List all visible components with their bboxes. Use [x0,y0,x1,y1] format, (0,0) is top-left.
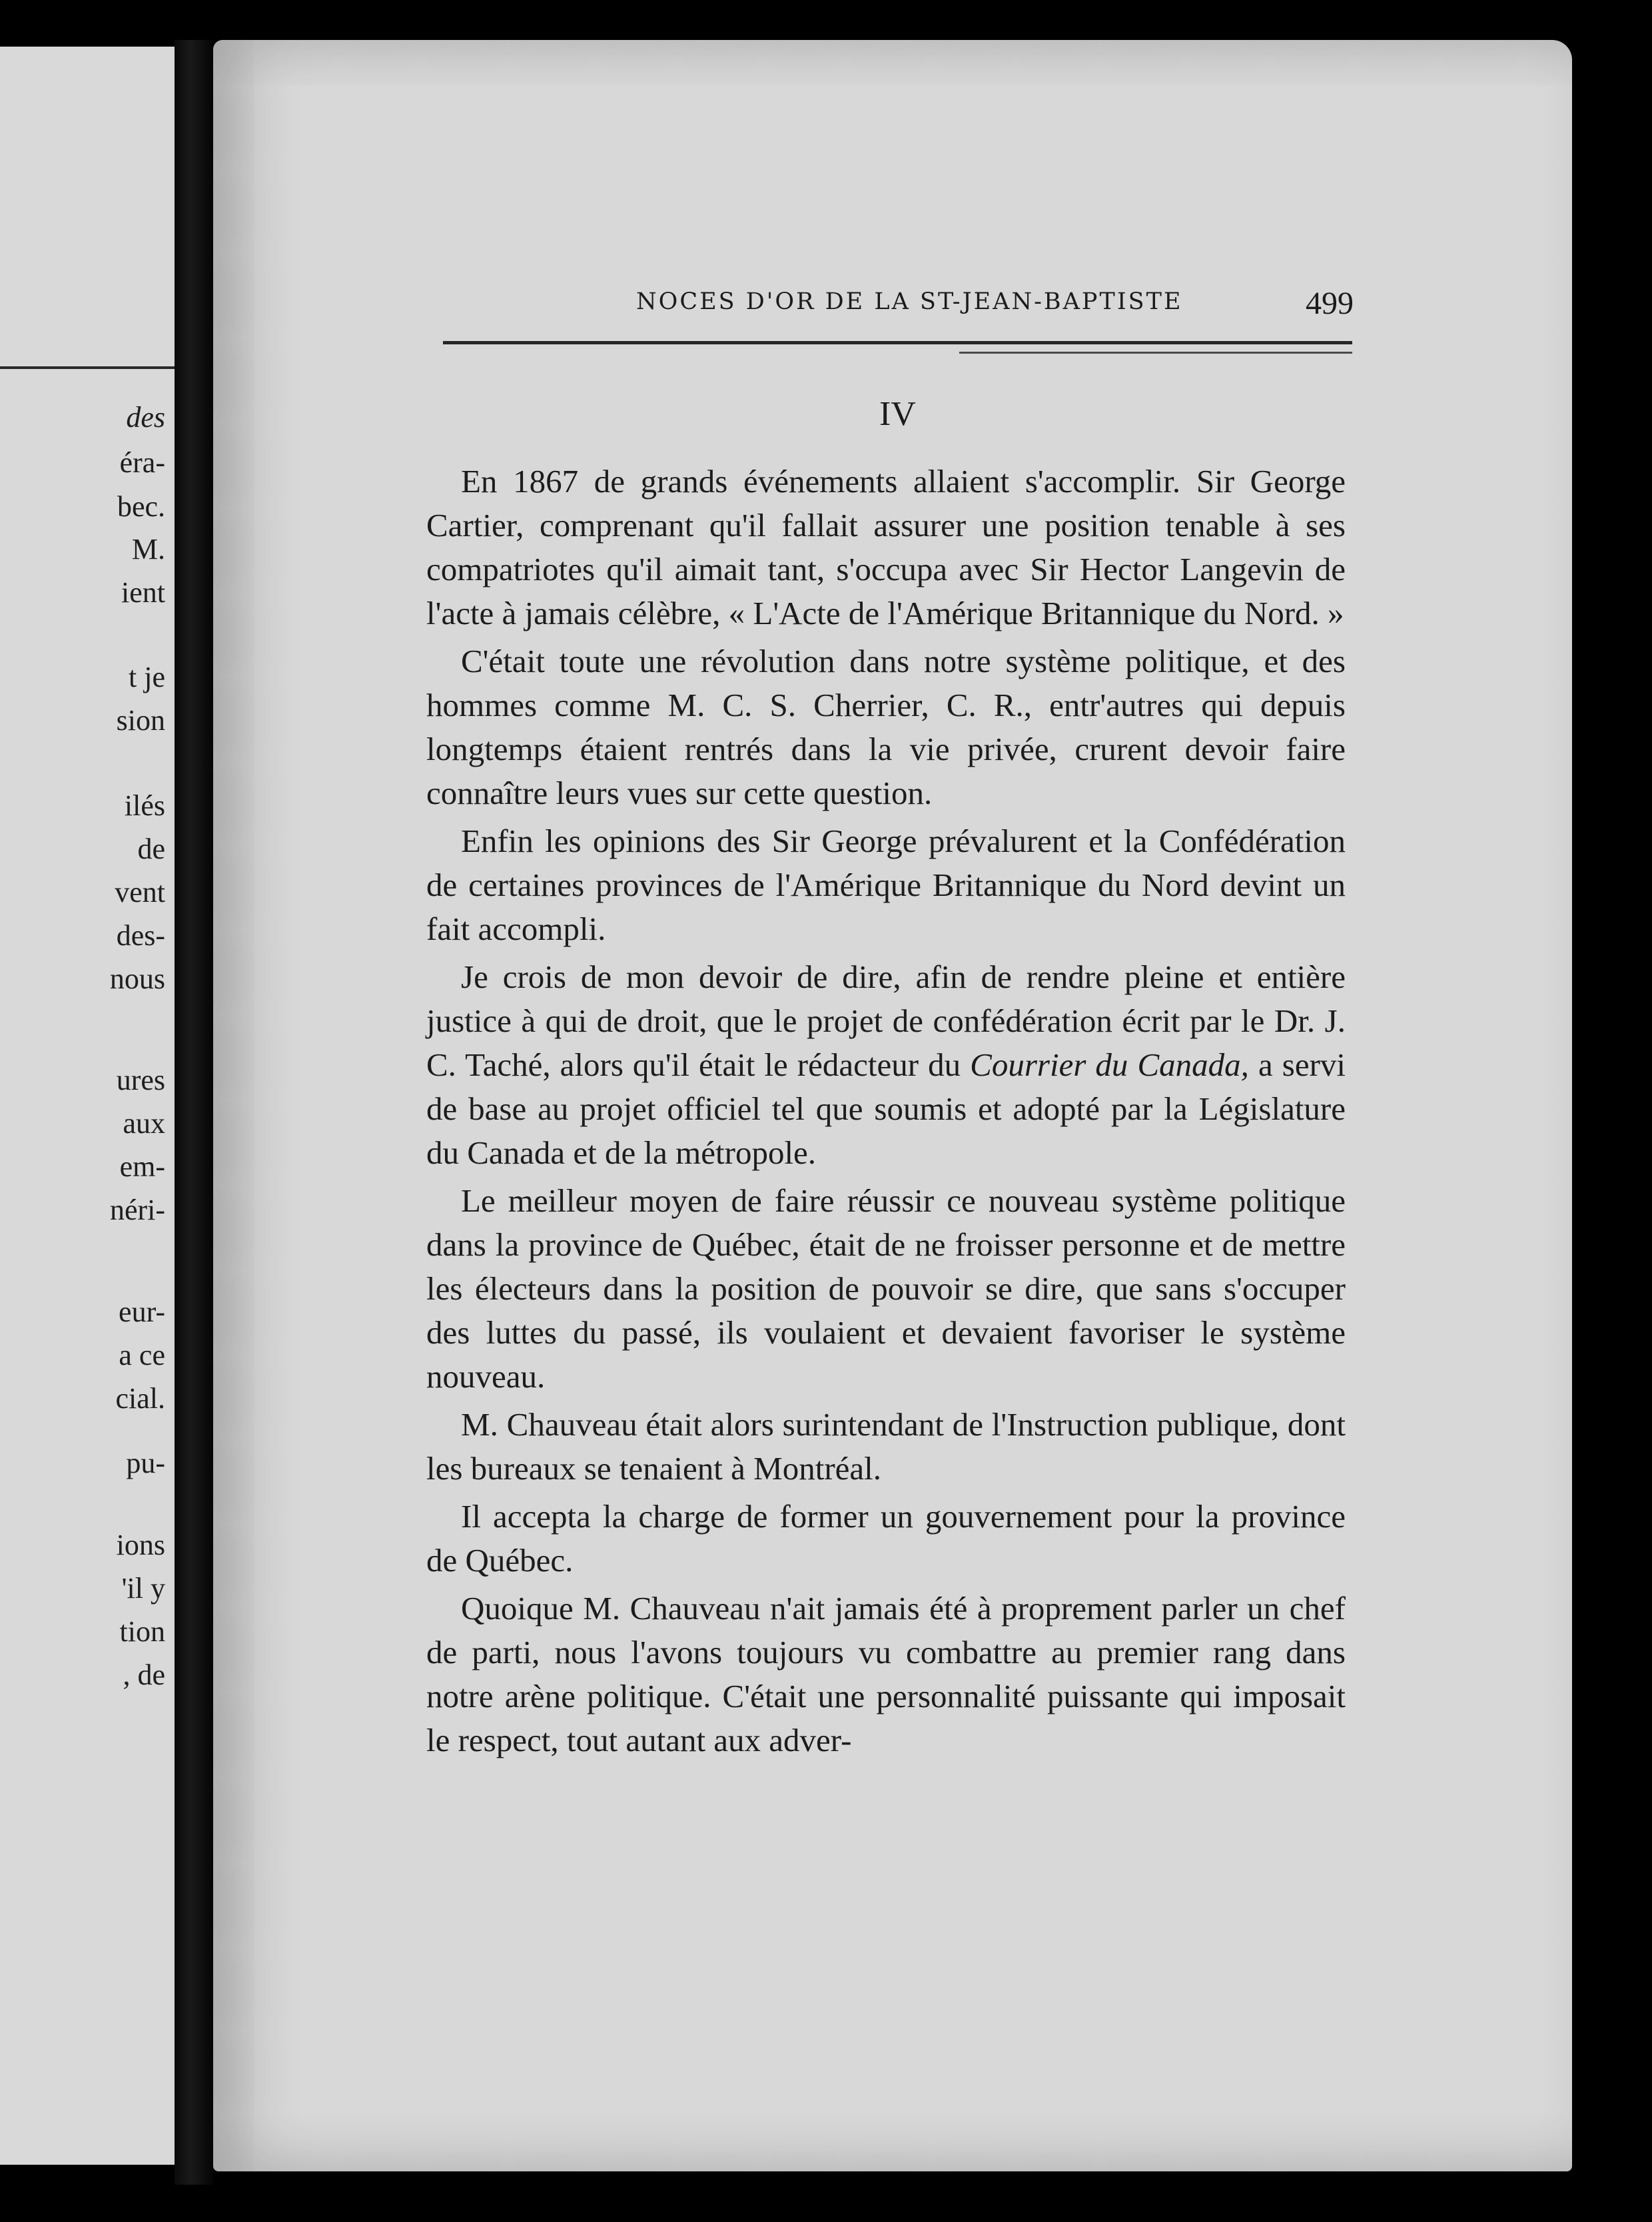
book-gutter [175,40,213,2185]
fragment: a ce [119,1339,165,1371]
paragraph-text: Je crois de mon devoir de dire, afin de rendre pleine et entière justice à qui de droit, que le projet de confédération écrit par le Dr. J. C. Taché, alors qu'il était le rédacteur du [426,958,1346,1083]
header-rule-secondary [959,352,1352,354]
fragment: 'il y [121,1572,165,1605]
fragment: de [137,833,165,865]
fragment: tion [119,1615,165,1648]
fragment: éra- [119,446,165,479]
fragment: ures [116,1064,165,1096]
newspaper-title: Courrier du Canada, [970,1046,1249,1083]
fragment: ions [116,1529,165,1561]
fragment: des- [116,919,165,952]
previous-page-edge [0,47,175,2165]
paragraph: Enfin les opinions des Sir George prévalurent et la Confédération de certaines provinces de l'Amérique Britannique du Nord devint un fait accompli. [426,823,1346,947]
body-text [426,460,1346,1766]
fragment: ient [121,576,165,609]
fragment: , de [123,1659,165,1691]
header-rule [443,341,1352,344]
paragraph-text: a servi de base au projet officiel tel que soumis et adopté par la Législature du Canada et de la métropole. [426,1046,1346,1171]
paragraph [426,955,1346,1175]
paragraph: Quoique M. Chauveau n'ait jamais été à proprement parler un chef de parti, nous l'avons toujours vu combattre au premier rang dans notre arène politique. C'était une personnalité puissante qui imposait le respect, tout autant aux adver- [426,1590,1346,1758]
fragment: des [126,401,165,434]
fragment: sion [116,704,165,737]
fragment: eur- [119,1296,165,1328]
paragraph: En 1867 de grands événements allaient s'accomplir. Sir George Cartier, comprenant qu'il fallait assurer une position tenable à ses compatriotes qu'il aimait tant, s'occupa avec Sir Hector Langevin de l'acte à jamais célèbre, « L'Acte de l'Amérique Britannique du Nord. » [426,463,1346,631]
paragraph: M. Chauveau était alors surintendant de l'Instruction publique, dont les bureaux se tenaient à Montréal. [426,1406,1346,1487]
paragraph: Le meilleur moyen de faire réussir ce nouveau système politique dans la province de Québec, était de ne froisser personne et de mettre les électeurs dans la position de pouvoir se dire, que sans s'occuper des luttes du passé, ils voulaient et devaient favoriser le système nouveau. [426,1182,1346,1395]
section-title: IV [879,395,916,433]
fragment: aux [123,1107,165,1140]
running-head: NOCES D'OR DE LA ST-JEAN-BAPTISTE [636,288,1183,315]
page-number: 499 [1306,286,1354,321]
fragment: ilés [124,789,165,822]
fragment: t je [129,661,165,693]
paragraph: C'était toute une révolution dans notre système politique, et des hommes comme M. C. S. Cherrier, C. R., entr'autres qui depuis longtemps étaient rentrés dans la vie privée, crurent devoir faire connaître leurs vues sur cette question. [426,643,1346,811]
fragment: néri- [109,1194,165,1226]
fragment: nous [109,962,165,995]
fragment: M. [131,533,165,565]
paragraph: Il accepta la charge de former un gouvernement pour la province de Québec. [426,1498,1346,1579]
fragment: em- [119,1150,165,1183]
previous-page-rule [0,366,175,369]
fragment: cial. [115,1382,165,1415]
fragment: bec. [117,490,165,523]
fragment: vent [115,876,165,909]
fragment: pu- [126,1447,165,1479]
